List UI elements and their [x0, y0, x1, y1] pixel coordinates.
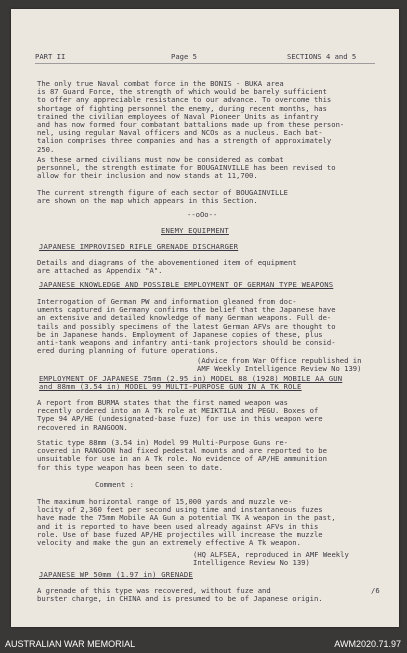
- part-label: PART II: [35, 52, 66, 61]
- document-page: [11, 9, 399, 627]
- aa-guns-source: (HQ ALFSEA, reproduced in AMF Weekly Intelligence Review No 139): [193, 550, 349, 568]
- archive-name: AUSTRALIAN WAR MEMORIAL: [5, 639, 136, 649]
- grenade-discharger-heading: JAPANESE IMPROVISED RIFLE GRENADE DISCHARGER: [39, 242, 239, 251]
- german-weapons-heading: JAPANESE KNOWLEDGE AND POSSIBLE EMPLOYMENT OF GERMAN TYPE WEAPONS: [39, 280, 334, 289]
- header-rule: [35, 63, 375, 64]
- section-divider: --oOo--: [187, 210, 218, 219]
- margin-annotation: /6: [371, 586, 380, 595]
- aa-guns-heading-line-1: EMPLOYMENT OF JAPANESE 75mm (2.95 in) MODEL 88 (1928) MOBILE AA GUN: [39, 374, 343, 383]
- intro-paragraph-2: As these armed civilians must now be considered as combat personnel, the strength estimate for BOUGAINVILLE has been revised to allow for their inclusion and now stands at 11,700.: [37, 155, 336, 181]
- german-weapons-source: (Advice from War Office republished in AMF Weekly Intelligence Review No 139): [197, 356, 362, 374]
- comment-label: Comment :: [95, 480, 134, 489]
- intro-paragraph-1: The only true Naval combat force in the BONIS - BUKA area is 87 Guard Force, the strength of which would be barely sufficient to offer any appreciable resistance to our advance. To overcome this shortage of fighting personnel the enemy, during recent months, has trained the civilian employees of Naval Pioneer Units as infantry and has now formed four combatant battalions made up from these person- nel, using regular Naval officers and NCOs as a nucleus. Each bat- talion comprises three companies and has a strength of approximately 250.: [37, 79, 345, 154]
- aa-guns-comment: The maximum horizontal range of 15,000 yards and muzzle ve- locity of 2,360 feet per second using time and instantaneous fuzes have made the 75mm Mobile AA Gun a potential TK A weapon in the past, and it is reported to have been used already against AFVs in this role. Use of base fuzed AP/HE projectiles will increase the muzzle velocity and make the gun an extremely effective A Tk weapon.: [37, 497, 336, 548]
- page-number: Page 5: [171, 52, 197, 61]
- archive-reference: AWM2020.71.97: [334, 639, 401, 649]
- page-header: [11, 9, 399, 65]
- section-title: ENEMY EQUIPMENT: [161, 226, 229, 235]
- grenade-discharger-body: Details and diagrams of the abovementioned item of equipment are attached as Appendix "A".: [37, 258, 297, 276]
- intro-paragraph-3: The current strength figure of each sector of BOUGAINVILLE are shown on the map which appears in this Section.: [37, 188, 288, 206]
- aa-guns-body-2: Static type 88mm (3.54 in) Model 99 Multi-Purpose Guns re- covered in RANGOON had fixed pedestal mounts and are reported to be unsuitable for use in an A Tk role. No evidence of AP/HE ammunition for this type weapon has been seen to date.: [37, 438, 327, 472]
- sections-label: SECTIONS 4 and 5: [287, 52, 357, 61]
- german-weapons-body: Interrogation of German PW and information gleaned from doc- uments captured in Germany confirms the belief that the Japanese have an extensive and detailed knowledge of many German weapons. Full de- tails and possibly specimens of the latest German AFVs are thought to be in Japanese hands. Employment of Japanese copies of these, plus anti-tank weapons and infantry anti-tank projectors should be consid- ered during planning of future operations.: [37, 297, 336, 356]
- archive-footer: [0, 628, 407, 653]
- aa-guns-body-1: A report from BURMA states that the first named weapon was recently ordered into an A Tk role at MEIKTILA and PEGU. Boxes of Type 94 AP/HE (undesignated-base fuze) for use in this weapon were recovered in RANGOON.: [37, 398, 323, 432]
- wp-grenade-body: A grenade of this type was recovered, without fuze and burster charge, in CHINA and is presumed to be of Japanese origin.: [37, 586, 323, 604]
- aa-guns-heading-line-2: and 88mm (3.54 in) MODEL 99 MULTI-PURPOSE GUN IN A TK ROLE: [39, 382, 302, 391]
- wp-grenade-heading: JAPANESE WP 50mm (1.97 in) GRENADE: [39, 570, 193, 579]
